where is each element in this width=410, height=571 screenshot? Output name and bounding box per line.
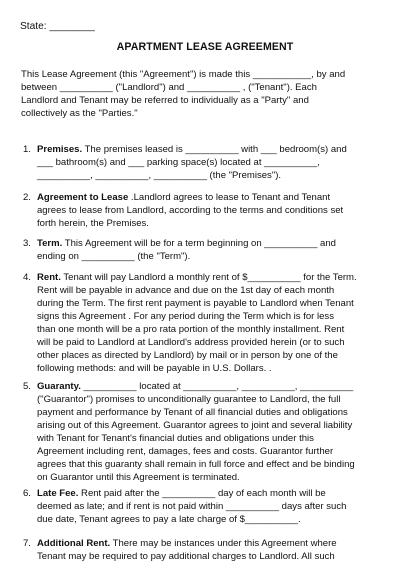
clause-text: arising out of this Agreement. Guarantor agrees to joint and several liability	[37, 420, 353, 431]
clause-number: 4.	[23, 272, 31, 283]
clause-number: 7.	[23, 538, 31, 549]
clause-number: 6.	[23, 488, 31, 499]
clause-text: This Agreement will be for a term beginning on __________ and	[62, 238, 336, 249]
clause-heading: Rent.	[37, 272, 61, 283]
clause-text: will be paid to Landlord at Landlord's address provided herein (or to such	[37, 337, 345, 348]
clause-text: The premises leased is __________ with ___ bedroom(s) and	[82, 144, 347, 155]
clause-text: agrees to lease from Landlord, according to the terms and conditions set	[37, 205, 344, 216]
clause-text: __________ located at __________, __________, __________	[80, 381, 354, 392]
clause-agreement-to-lease	[23, 191, 395, 230]
document-title: APARTMENT LEASE AGREEMENT	[116, 41, 294, 53]
clause-text: Agreement including rent, damages, fees and costs. Guarantor further	[37, 446, 334, 457]
clause-text: during the Term. The first rent payment is payable to Landlord when Tenant	[37, 298, 354, 309]
clause-late-fee	[23, 487, 395, 526]
intro-line: This Lease Agreement (this "Agreement") is made this ___________, by and	[21, 69, 346, 80]
clause-heading: Term.	[37, 238, 63, 249]
clause-text: forth herein, the Premises.	[37, 218, 149, 229]
clause-heading: Premises.	[37, 144, 83, 155]
intro-paragraph	[21, 68, 397, 120]
clause-heading: Late Fee.	[37, 488, 79, 499]
clause-rent	[23, 271, 395, 375]
state-field: State: ________	[20, 21, 95, 32]
clause-heading: Guaranty.	[37, 381, 81, 392]
clause-text: payment and performance by Tenant of all financial duties and obligations	[37, 407, 348, 418]
clause-text: Tenant may be required to pay additional charges to Landlord. All such	[37, 551, 335, 562]
clause-number: 2.	[23, 192, 31, 203]
clause-text: .Landlord agrees to lease to Tenant and Tenant	[128, 192, 331, 203]
clause-additional-rent	[23, 537, 395, 563]
clause-text: There may be instances under this Agreement where	[110, 538, 337, 549]
clause-text: on Guarantor until this Agreement is terminated.	[37, 472, 240, 483]
clause-text: Rent paid after the __________ day of each month will be	[78, 488, 326, 499]
intro-line: collectively as the "Parties."	[21, 108, 138, 119]
clause-text: Tenant will pay Landlord a monthly rent of $__________ for the Term.	[60, 272, 357, 283]
clause-text: following methods: and will be payable in U.S. Dollars. .	[37, 363, 272, 374]
clause-text: deemed as late; and if rent is not paid within __________ days after such	[37, 501, 347, 512]
clause-term	[23, 237, 395, 263]
clause-text: due date, Tenant agrees to pay a late charge of $__________.	[37, 514, 301, 525]
clause-premises	[23, 143, 395, 182]
clause-heading: Agreement to Lease	[37, 192, 129, 203]
clause-number: 3.	[23, 238, 31, 249]
clause-text: than one month will be a pro rata portion of the monthly installment. Rent	[37, 324, 345, 335]
intro-line: Landlord and Tenant may be referred to individually as a "Party" and	[21, 95, 309, 106]
clause-text: __________, __________, __________ (the "Premises").	[37, 170, 282, 181]
clause-text: other places as directed by Landlord) by mail or in person by one of the	[37, 350, 338, 361]
clause-text: with Tenant for Tenant's financial duties and obligations under this	[37, 433, 314, 444]
clause-number: 1.	[23, 144, 31, 155]
clause-text: Rent will be payable in advance and due on the 1st day of each month	[37, 285, 335, 296]
clause-guaranty	[23, 380, 395, 484]
clause-heading: Additional Rent.	[37, 538, 111, 549]
clause-text: agrees that this guaranty shall remain in full force and effect and be binding	[37, 459, 355, 470]
clause-text: ("Guarantor") promises to unconditionally guarantee to Landlord, the full	[37, 394, 341, 405]
clause-text: ending on __________ (the "Term").	[37, 251, 191, 262]
intro-line: between __________ ("Landlord") and __________ , ("Tenant"). Each	[21, 82, 317, 93]
clause-number: 5.	[23, 381, 31, 392]
clause-text: ___ bathroom(s) and ___ parking space(s) located at __________,	[37, 157, 320, 168]
clause-text: signs this Agreement . For any period during the Term which is for less	[37, 311, 334, 322]
